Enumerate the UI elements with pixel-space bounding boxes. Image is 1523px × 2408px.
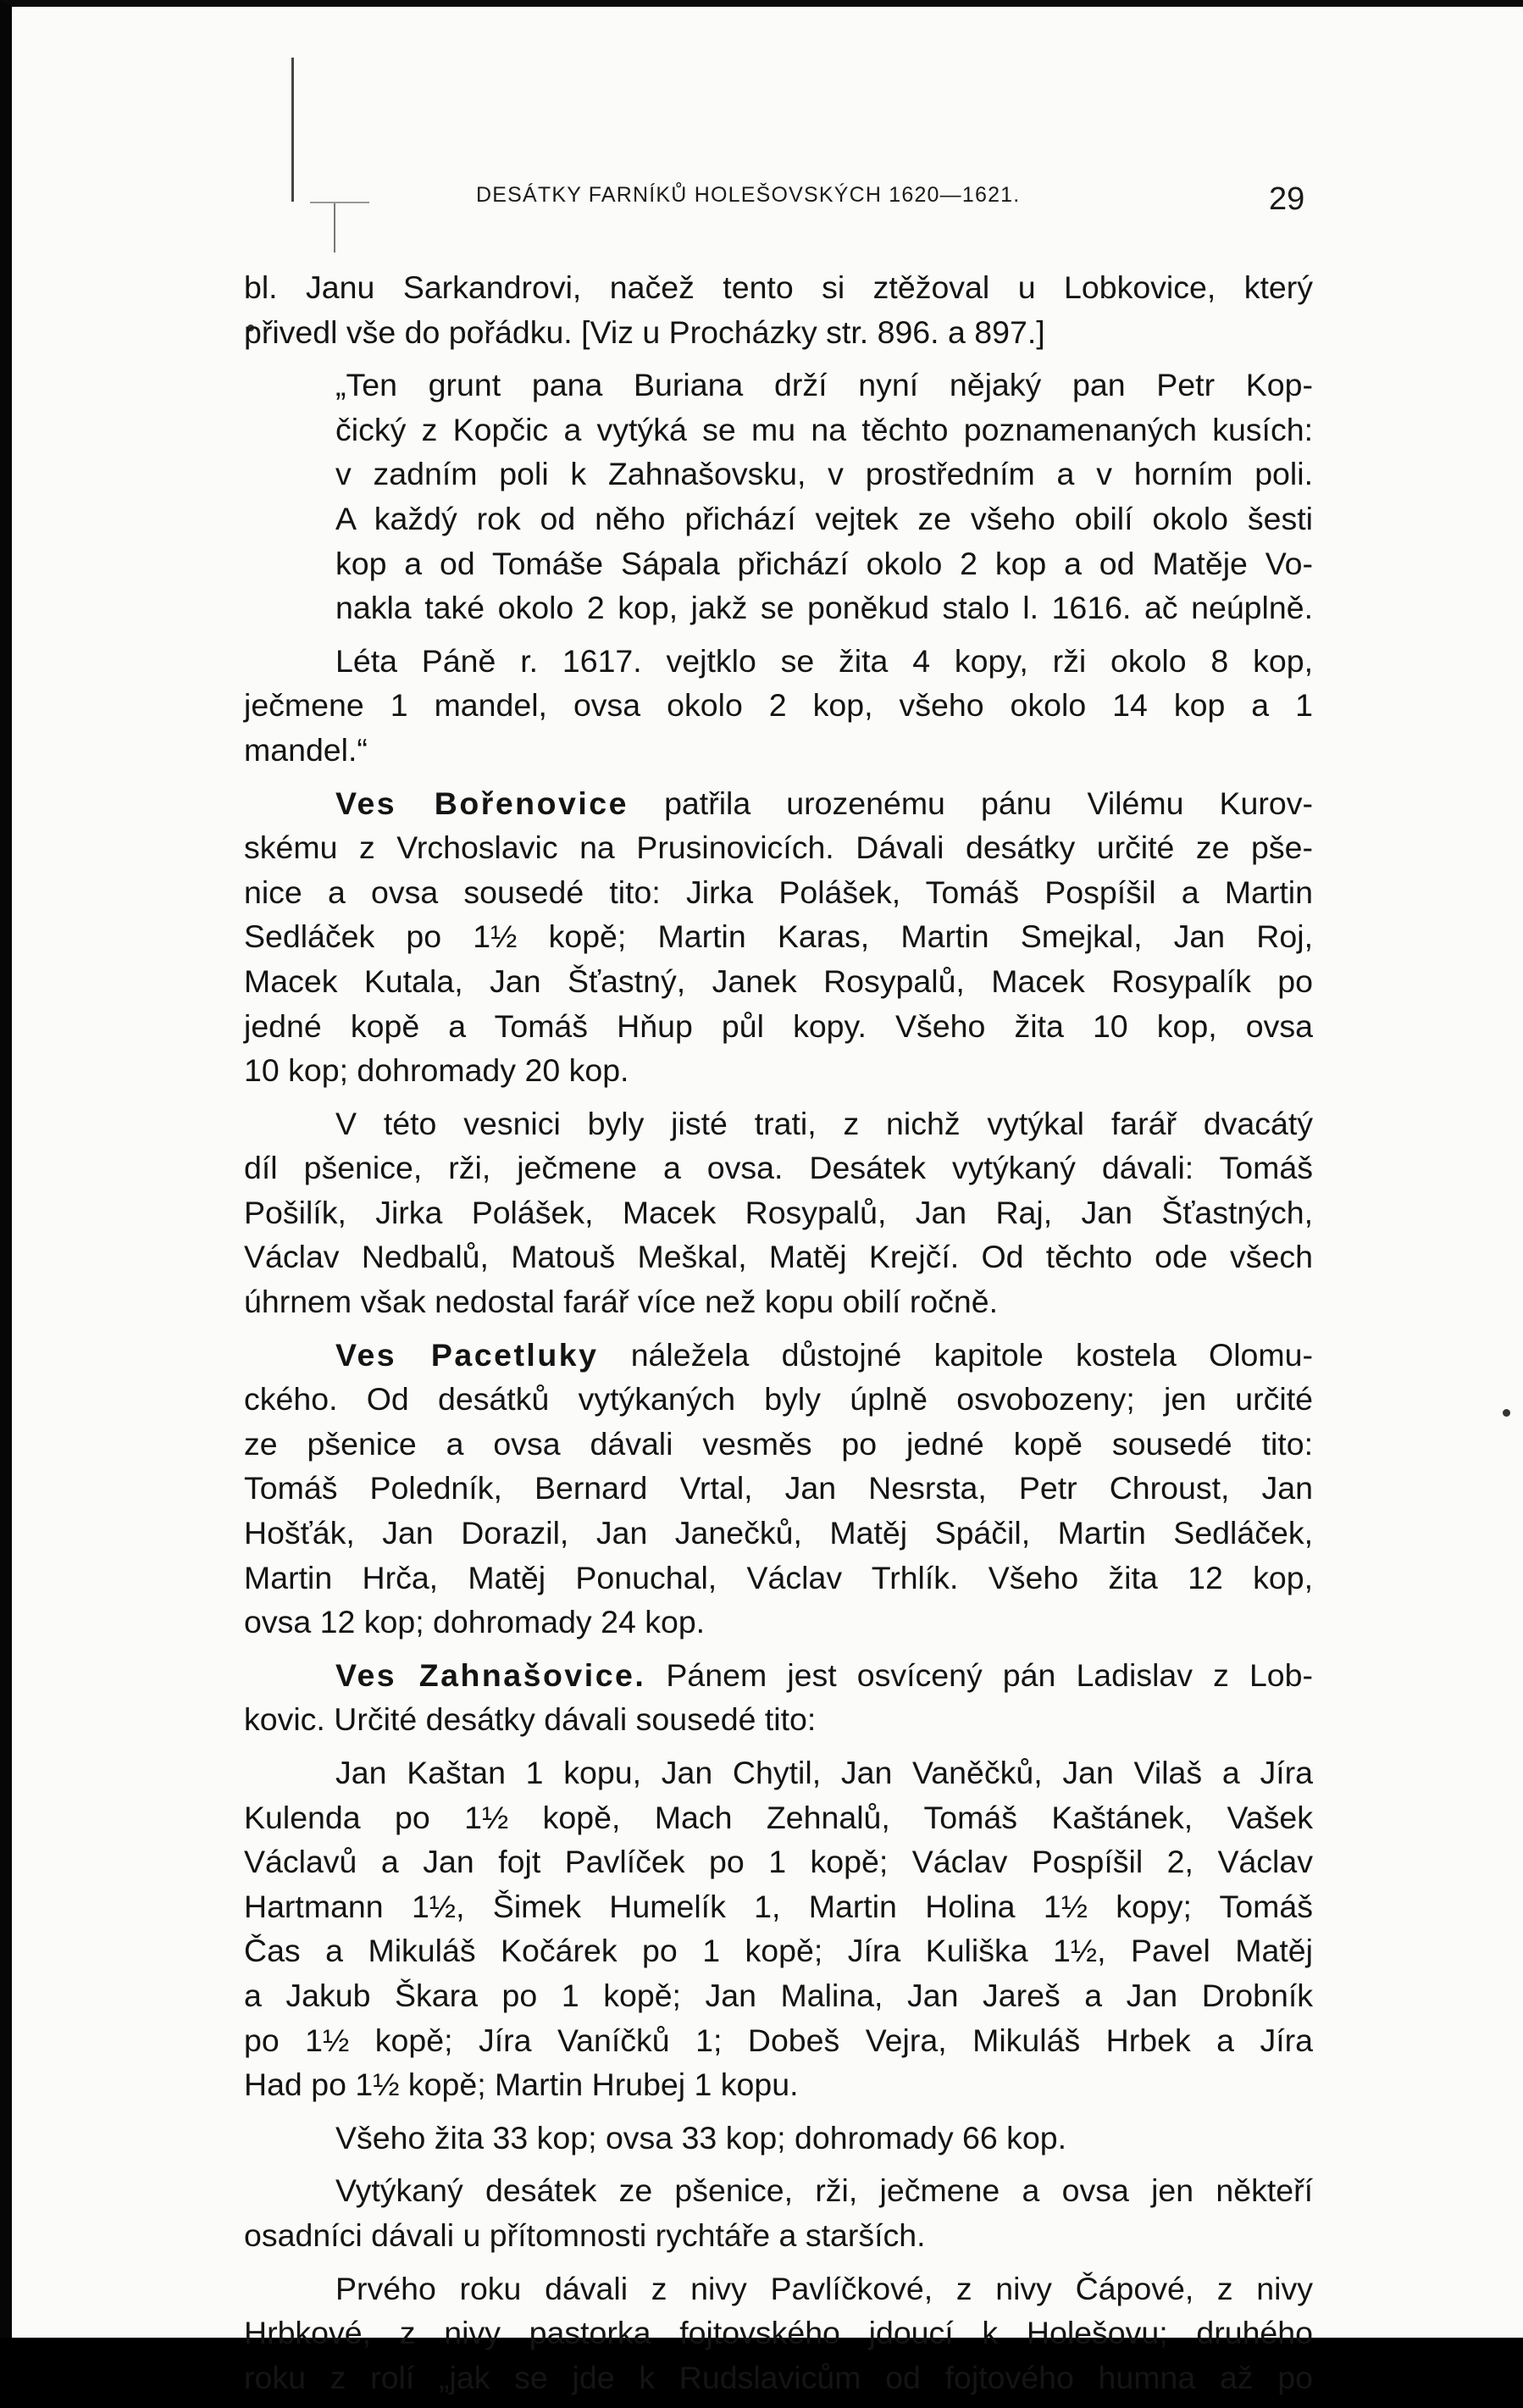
text-line: ječmene 1 mandel, ovsa okolo 2 kop, všeho okolo 14 kop a 1 bbox=[244, 687, 1313, 724]
village-heading: Ves Bořenovice bbox=[335, 785, 629, 821]
scan-speck bbox=[1503, 1409, 1510, 1417]
text-line: a Jakub Škara po 1 kopě; Jan Malina, Jan Jareš a Jan Drobník bbox=[244, 1977, 1313, 2013]
text-line: mandel.“ bbox=[244, 731, 368, 768]
text-line: po 1½ kopě; Jíra Vaníčků 1; Dobeš Vejra, Mikuláš Hrbek a Jíra bbox=[244, 2022, 1313, 2058]
running-head: DESÁTKY FARNÍKŮ HOLEŠOVSKÝCH 1620—1621. bbox=[476, 183, 1021, 207]
text-line: Vytýkaný desátek ze pšenice, rži, ječmene a ovsa jen někteří bbox=[335, 2172, 1313, 2209]
text-line: Martin Hrča, Matěj Ponuchal, Václav Trhlík. Všeho žita 12 kop, bbox=[244, 1559, 1313, 1595]
paragraph bbox=[244, 2267, 1313, 2400]
scan-margin-line bbox=[291, 58, 294, 202]
text-line: Léta Páně r. 1617. vejtklo se žita 4 kopy, rži okolo 8 kop, bbox=[335, 642, 1313, 679]
text-line bbox=[244, 1653, 1313, 1698]
text-line: osadníci dávali u přítomnosti rychtáře a starších. bbox=[244, 2217, 926, 2253]
text-line: „Ten grunt pana Buriana drží nyní nějaký pan Petr Kop- bbox=[335, 367, 1313, 403]
text-line: skému z Vrchoslavic na Prusinovicích. Dávali desátky určité ze pše- bbox=[244, 829, 1313, 866]
text-line: jedné kopě a Tomáš Hňup půl kopy. Všeho žita 10 kop, ovsa bbox=[244, 1007, 1313, 1044]
text-line: čický z Kopčic a vytýká se mu na těchto poznamenaných kusích: bbox=[335, 411, 1313, 447]
paragraph bbox=[244, 1101, 1313, 1324]
text-line: ze pšenice a ovsa dávali vesměs po jedné kopě sousedé tito: bbox=[244, 1425, 1313, 1462]
paragraph-village-pacetluky bbox=[244, 1333, 1313, 1645]
text-line: V této vesnici byly jisté trati, z nichž vytýkal farář dvacátý bbox=[335, 1105, 1313, 1141]
text-line: Sedláček po 1½ kopě; Martin Karas, Martin Smejkal, Jan Roj, bbox=[244, 918, 1313, 955]
text-line: Václavů a Jan fojt Pavlíček po 1 kopě; Václav Pospíšil 2, Václav bbox=[244, 1844, 1313, 1880]
paragraph bbox=[244, 2168, 1313, 2257]
text-line bbox=[244, 1333, 1313, 1378]
village-heading: Ves Pacetluky bbox=[335, 1336, 599, 1373]
paragraph bbox=[244, 639, 1313, 773]
paragraph bbox=[244, 363, 1313, 630]
scan-margin-line bbox=[334, 202, 335, 252]
scan-margin-tick bbox=[310, 202, 369, 203]
text-line: kovic. Určité desátky dávali sousedé tito: bbox=[244, 1701, 817, 1738]
text-line: Prvého roku dávali z nivy Pavlíčkové, z nivy Čápové, z nivy bbox=[335, 2270, 1313, 2306]
text-line: A každý rok od něho přichází vejtek ze všeho obilí okolo šesti bbox=[335, 500, 1313, 536]
text-line: kop a od Tomáše Sápala přichází okolo 2 kop a od Matěje Vo- bbox=[335, 545, 1313, 581]
text-line: Pošilík, Jirka Polášek, Macek Rosypalů, Jan Raj, Jan Šťastných, bbox=[244, 1194, 1313, 1230]
text-line: Macek Kutala, Jan Šťastný, Janek Rosypalů, Macek Rosypalík po bbox=[244, 963, 1313, 999]
text-line: Čas a Mikuláš Kočárek po 1 kopě; Jíra Kuliška 1½, Pavel Matěj bbox=[244, 1933, 1313, 1969]
text-line: díl pšenice, rži, ječmene a ovsa. Desátek vytýkaný dávali: Tomáš bbox=[244, 1150, 1313, 1186]
text-line: úhrnem však nedostal farář více než kopu obilí ročně. bbox=[244, 1284, 999, 1320]
text-line: ovsa 12 kop; dohromady 24 kop. bbox=[244, 1604, 706, 1640]
text-run: Pánem jest osvícený pán Ladislav z Lob- bbox=[666, 1656, 1313, 1693]
paragraph-village-zahnasovice bbox=[244, 1653, 1313, 1742]
text-line: bl. Janu Sarkandrovi, načež tento si ztěžoval u Lobkovice, který bbox=[244, 269, 1313, 305]
text-line: Hrbkové, z nivy pastorka fojtovského jdoucí k Holešovu; druhého bbox=[244, 2315, 1313, 2351]
paragraph bbox=[244, 1751, 1313, 2107]
paragraph bbox=[244, 2116, 1313, 2161]
text-line: Jan Kaštan 1 kopu, Jan Chytil, Jan Vaněčků, Jan Vilaš a Jíra bbox=[335, 1755, 1313, 1790]
text-line: Tomáš Poledník, Bernard Vrtal, Jan Nesrsta, Petr Chroust, Jan bbox=[244, 1470, 1313, 1506]
text-line: ckého. Od desátků vytýkaných byly úplně osvobozeny; jen určité bbox=[244, 1381, 1313, 1418]
text-line: Had po 1½ kopě; Martin Hrubej 1 kopu. bbox=[244, 2067, 799, 2103]
text-line: Kulenda po 1½ kopě, Mach Zehnalů, Tomáš Kaštánek, Vašek bbox=[244, 1799, 1313, 1835]
text-line: Všeho žita 33 kop; ovsa 33 kop; dohromady 66 kop. bbox=[335, 2119, 1067, 2156]
village-heading: Ves Zahnašovice. bbox=[335, 1656, 646, 1693]
text-run: náležela důstojné kapitole kostela Olomu- bbox=[630, 1336, 1313, 1373]
text-line: Václav Nedbalů, Matouš Meškal, Matěj Krejčí. Od těchto ode všech bbox=[244, 1239, 1313, 1275]
text-line: roku z rolí „jak se jde k Rudslavicům od fojtového humna až po bbox=[244, 2359, 1313, 2395]
text-line bbox=[244, 781, 1313, 826]
paragraph bbox=[244, 265, 1313, 354]
text-line: přivedl vše do pořádku. [Viz u Procházky str. 896. a 897.] bbox=[244, 313, 1045, 350]
body-text bbox=[244, 265, 1313, 2408]
text-line: v zadním poli k Zahnašovsku, v prostředním a v horním poli. bbox=[335, 456, 1313, 492]
text-line: 10 kop; dohromady 20 kop. bbox=[244, 1052, 629, 1089]
paragraph-village-borenovice bbox=[244, 781, 1313, 1093]
text-line: Hošťák, Jan Dorazil, Jan Janečků, Matěj Spáčil, Martin Sedláček, bbox=[244, 1515, 1313, 1551]
text-run: patřila urozenému pánu Vilému Kurov- bbox=[664, 785, 1313, 821]
text-line: nice a ovsa sousedé tito: Jirka Polášek, Tomáš Pospíšil a Martin bbox=[244, 874, 1313, 910]
text-line: Hartmann 1½, Šimek Humelík 1, Martin Holina 1½ kopy; Tomáš bbox=[244, 1888, 1313, 1924]
page-number: 29 bbox=[1269, 181, 1305, 217]
text-line: nakla také okolo 2 kop, jakž se poněkud stalo l. 1616. ač neúplně. bbox=[335, 590, 1313, 626]
